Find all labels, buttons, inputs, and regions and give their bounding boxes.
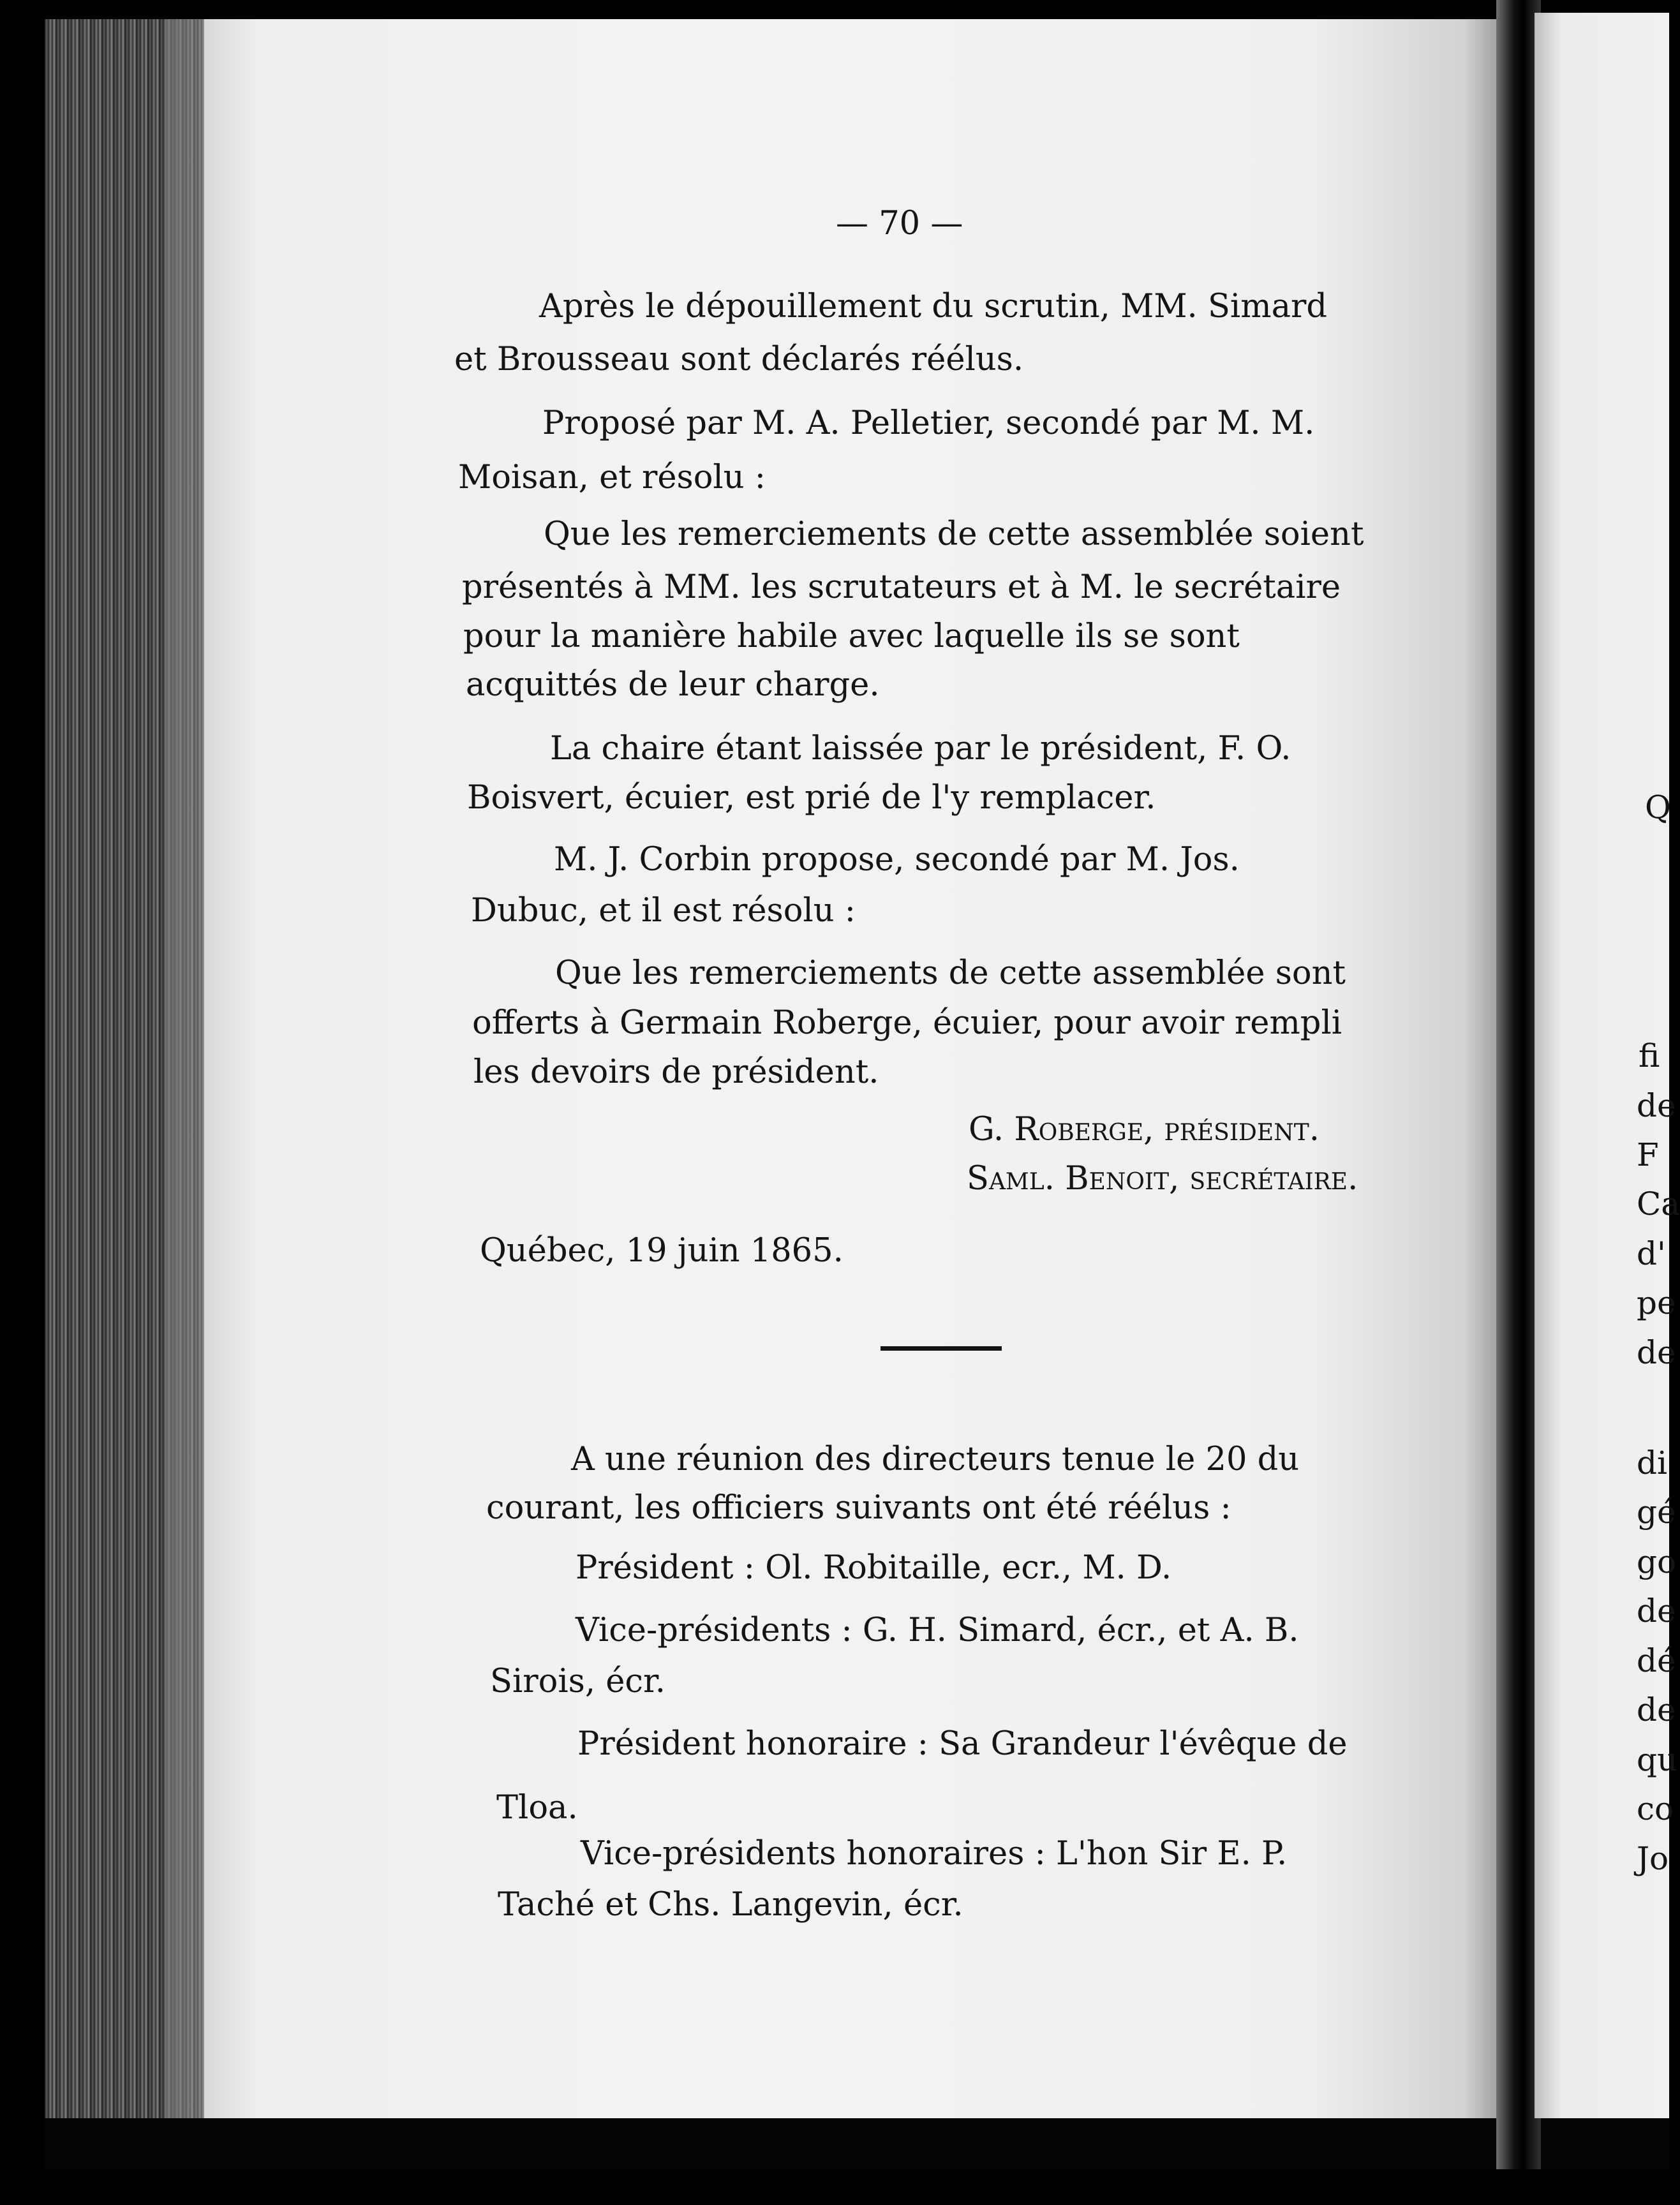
right-page-fragment: go (1637, 1543, 1677, 1580)
text-line: Que les remerciements de cette assemblée sont (555, 954, 1346, 992)
right-page-fragment: de (1637, 1334, 1676, 1371)
text-line: Taché et Chs. Langevin, écr. (498, 1886, 963, 1924)
right-page-fragment: de (1637, 1087, 1676, 1124)
text-line: Boisvert, écuier, est prié de l'y remplacer. (467, 779, 1156, 817)
text-line: et Brousseau sont déclarés réélus. (454, 341, 1024, 378)
right-page-fragment: d' (1637, 1235, 1666, 1272)
text-line: M. J. Corbin propose, secondé par M. Jos. (554, 841, 1240, 879)
text-line: Sirois, écr. (490, 1663, 665, 1700)
text-line: courant, les officiers suivants ont été réélus : (486, 1489, 1231, 1527)
section-divider (881, 1346, 1002, 1351)
text-line: Président : Ol. Robitaille, ecr., M. D. (576, 1549, 1172, 1587)
scan-border-left (0, 0, 45, 2205)
right-page-fragment: di (1637, 1444, 1667, 1481)
signature-secretary: Saml. Benoit, secrétaire. (967, 1160, 1358, 1198)
text-line: les devoirs de président. (473, 1053, 879, 1091)
text-line: Moisan, et résolu : (458, 459, 766, 496)
text-line: Président honoraire : Sa Grandeur l'évêque de (577, 1725, 1348, 1763)
right-page-fragment: F (1637, 1136, 1659, 1173)
scan-border-bottom (0, 2169, 1669, 2205)
text-line: pour la manière habile avec laquelle ils se sont (463, 618, 1240, 655)
text-line: Tloa. (496, 1789, 578, 1827)
right-page-fragment: Ca (1637, 1185, 1680, 1222)
right-page-fragment: gé (1637, 1494, 1676, 1531)
right-page-fragment: qu (1637, 1741, 1678, 1778)
signature-president: G. Roberge, président. (969, 1111, 1319, 1148)
text-line: A une réunion des directeurs tenue le 20 du (571, 1441, 1300, 1478)
right-page-fragment: pe (1637, 1284, 1676, 1321)
right-page-fragment: dé (1637, 1642, 1676, 1679)
text-line: acquittés de leur charge. (466, 666, 880, 704)
page-number: — 70 — (836, 205, 963, 242)
right-page-fragment: co (1637, 1790, 1674, 1827)
text-line: Proposé par M. A. Pelletier, secondé par M. M. (542, 405, 1315, 442)
right-page-fragment: de (1637, 1691, 1676, 1728)
right-page-fragment: de (1637, 1592, 1676, 1630)
text-line: présentés à MM. les scrutateurs et à M. le secrétaire (462, 568, 1341, 606)
right-page-fragment: Jo (1637, 1840, 1669, 1877)
text-line: Dubuc, et il est résolu : (471, 892, 856, 930)
text-line: Après le dépouillement du scrutin, MM. Simard (539, 288, 1328, 325)
text-line: Que les remerciements de cette assemblée soient (544, 516, 1364, 553)
text-line: Vice-présidents honoraires : L'hon Sir E. P. (581, 1835, 1288, 1873)
text-line: Vice-présidents : G. H. Simard, écr., et A. B. (576, 1612, 1299, 1649)
text-line: La chaire étant laissée par le président, F. O. (550, 730, 1291, 768)
right-page-fragment: fi (1639, 1037, 1660, 1074)
right-page-fragment: Q (1645, 789, 1671, 826)
place-date: Québec, 19 juin 1865. (480, 1232, 844, 1270)
text-line: offerts à Germain Roberge, écuier, pour avoir rempli (472, 1004, 1342, 1042)
